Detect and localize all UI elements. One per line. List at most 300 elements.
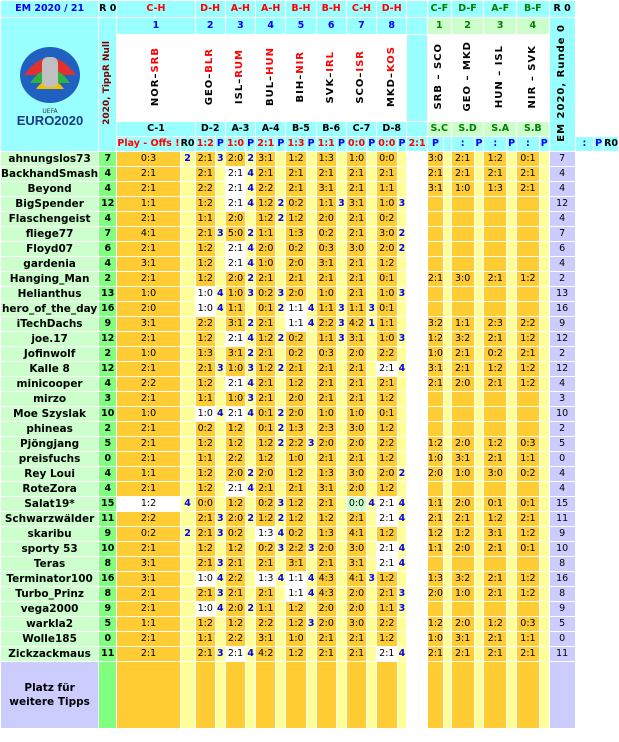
table-row (1, 212, 618, 226)
footer-final (428, 662, 443, 728)
tip: 2:1 (117, 392, 179, 406)
final-tip: 1:2 (517, 587, 539, 601)
player-name: gardenia (1, 257, 98, 271)
tip-points (181, 212, 195, 226)
tip-points (181, 437, 195, 451)
spacer (407, 332, 426, 346)
tip: 1:2 (286, 377, 305, 391)
tip: 2:0 (377, 242, 396, 256)
tip: 0:2 (286, 242, 305, 256)
tip-points (246, 632, 255, 646)
result-p: P (337, 138, 345, 150)
tip-points (181, 257, 195, 271)
final-header: B-F (517, 1, 549, 17)
footer-p (246, 662, 255, 728)
tip-points: 3 (307, 543, 315, 555)
final-tip: 1:2 (427, 333, 444, 345)
match-code: C-7 (347, 122, 376, 136)
tip: 1:2 (256, 512, 275, 526)
final-tip: 2:1 (452, 152, 474, 166)
final-tip: 2:1 (427, 648, 444, 660)
tip-points: 1 (368, 318, 375, 330)
tip: 2:1 (317, 362, 336, 376)
spacer (407, 557, 426, 571)
tip: 2:1 (347, 257, 366, 271)
final-tip (517, 557, 539, 571)
player-points: 2 (99, 422, 116, 436)
player-name: Terminator100 (1, 572, 98, 586)
final-points (475, 602, 484, 616)
tip: 1:0 (196, 287, 215, 301)
final-points (475, 437, 484, 451)
tip-points (276, 617, 285, 631)
final-points (507, 632, 516, 646)
tip: 2:1 (377, 362, 396, 376)
player-name: vega2000 (1, 602, 98, 616)
tip-points (276, 482, 285, 496)
tip: 2:1 (347, 392, 366, 406)
match-code: C-1 (117, 122, 194, 136)
tip-points (307, 332, 316, 346)
final-points (444, 497, 451, 511)
tip: 1:2 (286, 467, 305, 481)
tip: 0:2 (317, 227, 336, 241)
tip-points (337, 527, 346, 541)
final-tip: 1:2 (484, 437, 506, 451)
tip-points: 4 (247, 378, 254, 390)
tip-points (367, 557, 376, 571)
final-tip: 2:2 (517, 317, 539, 331)
final-tip (452, 212, 474, 226)
table-row (1, 287, 618, 301)
tip: 3:1 (256, 632, 275, 646)
tip: 2:2 (377, 437, 396, 451)
result-score: 0:0 (348, 138, 366, 150)
tip-points: 4 (368, 498, 375, 510)
tip: 2:1 (377, 647, 396, 661)
tip-points (246, 617, 255, 631)
tip: 4:3 (317, 572, 336, 586)
table-row (1, 572, 618, 586)
tip: 2:1 (256, 392, 275, 406)
final-points (475, 647, 484, 661)
footer-final (484, 662, 506, 728)
tip-points (307, 647, 316, 661)
tip-points: 3 (277, 543, 285, 555)
player-points: 4 (99, 212, 116, 226)
tip-points (216, 632, 225, 646)
tip: 2:1 (347, 182, 366, 196)
tip: 1:3 (286, 227, 305, 241)
match-number: 6 (317, 18, 346, 34)
tip-points (216, 542, 225, 556)
final-points (507, 647, 516, 661)
final-tip: 2:1 (484, 572, 506, 586)
final-points (444, 197, 451, 211)
tip-points: 2 (247, 273, 254, 285)
final-tip (428, 302, 443, 316)
player-points-right: 9 (550, 317, 575, 331)
final-tip: 0:1 (517, 542, 539, 556)
tip: 0:1 (256, 302, 275, 316)
final-tip: 1:3 (427, 573, 444, 585)
tip-points (276, 152, 285, 166)
tip: 2:1 (377, 377, 396, 391)
table-row (1, 602, 618, 616)
tip: 0:1 (256, 422, 275, 436)
final-points (540, 152, 549, 166)
tip-points (307, 512, 316, 526)
final-tip (452, 287, 474, 301)
tip: 2:2 (377, 347, 396, 361)
final-tip: 1:2 (427, 438, 444, 450)
final-points (507, 437, 516, 451)
final-points (475, 467, 484, 481)
tip-points (337, 257, 346, 271)
final-tip (452, 227, 474, 241)
tip: 2:1 (256, 377, 275, 391)
tip: 2:1 (117, 632, 179, 646)
tip-points (276, 392, 285, 406)
tip: 1:2 (286, 512, 305, 526)
final-tip (428, 557, 443, 571)
final-tip: 2:1 (427, 378, 444, 390)
final-points (507, 257, 516, 271)
final-tip: 1:0 (452, 587, 474, 601)
tip-points (398, 317, 407, 331)
tip: 2:1 (117, 647, 179, 661)
tip: 2:1 (317, 167, 336, 181)
final-points (540, 512, 549, 526)
tip-points (337, 632, 346, 646)
tip-points (246, 437, 255, 451)
tip: 3:1 (226, 317, 245, 331)
tip: 1:2 (196, 542, 215, 556)
result-score: 1:3 (287, 138, 305, 150)
final-points (507, 482, 516, 496)
result-p: P (540, 138, 548, 150)
tip: 2:3 (317, 422, 336, 436)
final-points (540, 272, 549, 286)
tip: 2:1 (347, 452, 366, 466)
player-points-right: 4 (550, 377, 575, 391)
tip: 0:2 (256, 542, 275, 556)
tip-points (398, 377, 407, 391)
final-number: 2 (452, 18, 484, 34)
spacer (407, 647, 426, 661)
tip: 1:2 (226, 437, 245, 451)
player-name: joe.17 (1, 332, 98, 346)
tip-points: 3 (217, 588, 224, 600)
tip: 2:1 (117, 452, 179, 466)
tip: 2:1 (347, 632, 366, 646)
table-row (1, 272, 618, 286)
tip: 1:1 (347, 302, 366, 316)
spacer (407, 497, 426, 511)
tip: 0:3 (117, 152, 179, 166)
result-p: P (428, 137, 443, 151)
final-points (444, 167, 451, 181)
table-row (1, 557, 618, 571)
tip: 2:0 (317, 212, 336, 226)
tip: 1:2 (226, 497, 245, 511)
final-points (444, 362, 451, 376)
spacer (407, 317, 426, 331)
tip-points (246, 452, 255, 466)
tip-points (181, 377, 195, 391)
tip: 2:1 (347, 227, 366, 241)
tip-points (276, 227, 285, 241)
player-points: 12 (101, 333, 115, 345)
match-number: 8 (377, 18, 406, 34)
player-name: phineas (1, 422, 98, 436)
tip-points: 2 (181, 527, 195, 541)
final-points (444, 212, 451, 226)
tip-points: 3 (217, 363, 224, 375)
tip: 0:2 (196, 422, 215, 436)
tip-points (276, 272, 285, 286)
tip: 2:1 (196, 362, 215, 376)
tip: 2:1 (196, 557, 215, 571)
spacer (407, 182, 426, 196)
player-name: warkla2 (1, 617, 98, 631)
table-row (1, 347, 618, 361)
player-name: Salat19* (1, 497, 98, 511)
final-tip: 2:1 (427, 273, 444, 285)
tip-points: 2 (247, 513, 254, 525)
tip: 2:1 (117, 437, 179, 451)
tip: 2:0 (377, 467, 396, 481)
tip: 0:2 (286, 527, 305, 541)
final-code: S.B (517, 122, 549, 136)
tip-points: 2 (398, 243, 406, 255)
tip-points (276, 467, 285, 481)
tip: 2:1 (256, 482, 275, 496)
tip-points (276, 557, 285, 571)
player-points-right: 8 (550, 587, 575, 601)
tip-points (216, 452, 225, 466)
player-points-right: 5 (550, 617, 575, 631)
final-tip: 2:1 (517, 347, 539, 361)
player-points: 4 (99, 167, 116, 181)
tip: 1:2 (196, 272, 215, 286)
tip-points (307, 347, 316, 361)
final-points (444, 302, 451, 316)
result-p: P (216, 138, 224, 150)
tip-points (367, 212, 376, 226)
tip-points: 2 (277, 333, 285, 345)
tip: 2:0 (226, 467, 245, 481)
final-tip (517, 482, 539, 496)
final-tip (517, 257, 539, 271)
final-points (540, 332, 549, 346)
tip: 1:2 (196, 257, 215, 271)
final-points (540, 482, 549, 496)
tip: 1:1 (317, 332, 336, 346)
tip-points (181, 482, 195, 496)
tip-points (181, 467, 195, 481)
tip-points (216, 197, 225, 211)
final-tip (484, 197, 506, 211)
final-points (444, 377, 451, 391)
final-points (507, 377, 516, 391)
tip: 1:2 (256, 452, 275, 466)
tip: 5:0 (226, 227, 245, 241)
tip-points (307, 602, 316, 616)
player-points-right: 9 (550, 602, 575, 616)
final-points (507, 272, 516, 286)
tip-points (367, 512, 376, 526)
table-row (1, 317, 618, 331)
tip: 1:0 (286, 452, 305, 466)
final-tip (484, 602, 506, 616)
tip: 1:0 (226, 362, 245, 376)
tip: 1:1 (117, 197, 179, 211)
final-points (540, 437, 549, 451)
table-row (1, 512, 618, 526)
tip-points: 4 (307, 573, 315, 585)
tip: 2:1 (226, 167, 245, 181)
tip-points (307, 272, 316, 286)
tip-points (367, 617, 376, 631)
tip: 2:1 (117, 167, 179, 181)
tip-points (276, 257, 285, 271)
spacer (407, 662, 426, 728)
final-tip (484, 227, 506, 241)
final-points (475, 632, 484, 646)
spacer (407, 257, 426, 271)
tip-points: 3 (398, 333, 406, 345)
tip: 1:1 (286, 302, 305, 316)
footer-p (367, 662, 376, 728)
final-code: S.A (484, 122, 516, 136)
final-tip (428, 392, 443, 406)
table-row (1, 18, 618, 34)
player-name: Rey Loui (1, 467, 98, 481)
tip: 1:1 (317, 302, 336, 316)
final-tip: 0:3 (517, 437, 539, 451)
final-tip: 0:3 (517, 617, 539, 631)
tip: 1:3 (317, 152, 336, 166)
final-tip: 2:1 (484, 167, 506, 181)
tip: 0:2 (117, 527, 179, 541)
tip-points (367, 467, 376, 481)
tip-points (276, 182, 285, 196)
spacer (407, 167, 426, 181)
tip: 2:1 (256, 557, 275, 571)
footer-tip (226, 662, 245, 728)
tip: 3:1 (317, 482, 336, 496)
tip-points (307, 482, 316, 496)
tip-points (398, 302, 407, 316)
spacer (407, 512, 426, 526)
final-points (540, 182, 549, 196)
final-points (475, 362, 484, 376)
player-points: 7 (99, 227, 116, 241)
final-tip: 2:1 (484, 632, 506, 646)
player-points-right: 2 (550, 347, 575, 361)
tip-points (367, 182, 376, 196)
result-p: P (475, 138, 483, 150)
final-tip (517, 407, 539, 421)
final-tip: 2:1 (452, 167, 474, 181)
tip-points (337, 242, 346, 256)
tip-points: 4 (247, 258, 254, 270)
tip-points: 3 (398, 288, 406, 300)
tip-points (181, 182, 195, 196)
final-points (444, 647, 451, 661)
tip-points: 3 (368, 303, 375, 315)
final-result: : (517, 137, 539, 151)
final-points (444, 602, 451, 616)
final-tip (428, 242, 443, 256)
tip: 3:1 (117, 317, 179, 331)
player-points: 10 (101, 408, 115, 420)
tip-points (398, 617, 407, 631)
player-name: mirzo (1, 392, 98, 406)
final-points (507, 602, 516, 616)
player-name: Schwarzwälder (1, 512, 98, 526)
tip: 1:1 (117, 617, 179, 631)
final-points (444, 242, 451, 256)
tip: 2:1 (226, 647, 245, 661)
tip-points: 2 (247, 603, 254, 615)
spacer (407, 602, 426, 616)
final-points (540, 422, 549, 436)
final-points (444, 152, 451, 166)
final-tip (517, 197, 539, 211)
tip-points (367, 602, 376, 616)
tip: 1:2 (377, 392, 396, 406)
tip: 2:1 (377, 557, 396, 571)
tip-points: 3 (307, 438, 315, 450)
group-header: D-H (196, 1, 225, 17)
table-row (1, 332, 618, 346)
final-points (540, 197, 549, 211)
player-name: Wolle185 (1, 632, 98, 646)
tip-points (337, 572, 346, 586)
player-points: 4 (99, 482, 116, 496)
player-name: Kalle 8 (1, 362, 98, 376)
final-tip (452, 257, 474, 271)
tip: 1:2 (256, 197, 275, 211)
spacer (407, 272, 426, 286)
final-code: S.D (452, 122, 484, 136)
table-row (1, 227, 618, 241)
spacer (407, 617, 426, 631)
table-row (1, 467, 618, 481)
tip: 1:2 (196, 617, 215, 631)
player-points: 8 (99, 557, 116, 571)
tip: 2:1 (256, 587, 275, 601)
tip: 2:1 (117, 602, 179, 616)
final-points (475, 167, 484, 181)
final-tip (428, 197, 443, 211)
tip-points: 3 (217, 153, 224, 165)
footer-text: Platz für weitere Tipps (1, 662, 98, 728)
tip-points (307, 452, 316, 466)
tip: 2:1 (286, 482, 305, 496)
final-points (444, 332, 451, 346)
footer-tip (256, 662, 275, 728)
tip: 1:2 (226, 542, 245, 556)
tip: 1:1 (196, 452, 215, 466)
tip: 2:1 (196, 152, 215, 166)
tip: 1:1 (256, 602, 275, 616)
tip: 2:1 (347, 512, 366, 526)
tip-points: 4 (398, 648, 406, 660)
player-points-right: 4 (550, 257, 575, 271)
